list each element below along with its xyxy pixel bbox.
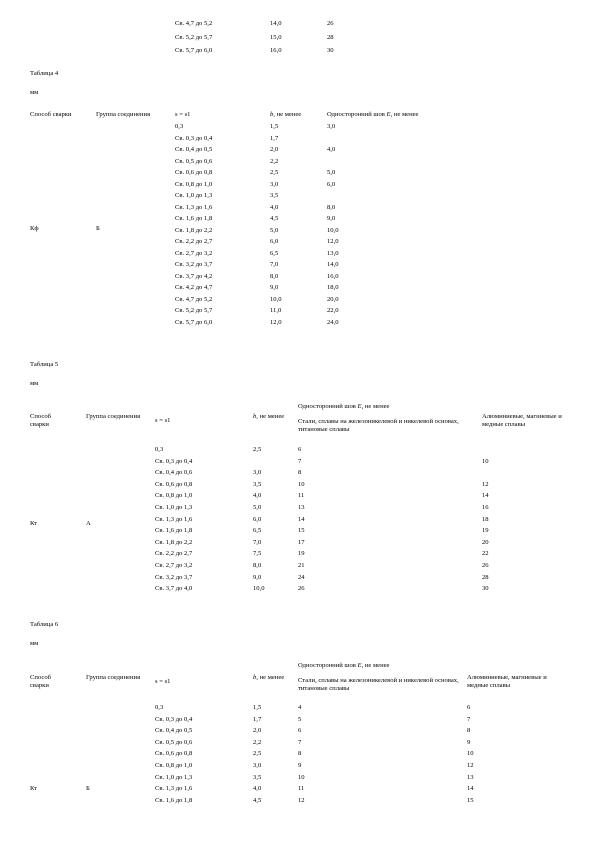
thickness-cell: Св. 2,2 до 2,7 [175,238,213,245]
overlap-steel-cell: 19 [298,550,305,558]
overlap-alu-cell: 13 [467,773,474,781]
width-cell: 5,0 [253,504,262,511]
overlap-alu-cell: 20 [482,538,489,546]
prev-s-1: Св. 5,2 до 5,7 [175,34,213,41]
table-5-caption: Таблица 5 [30,361,59,368]
overlap-alu-cell: 12 [482,480,489,488]
table-5-header-method: Способ сварки [30,413,51,428]
overlap-cell: 24,0 [327,318,339,326]
thickness-cell: Св. 1,6 до 1,8 [155,527,193,535]
thickness-cell: Св. 3,7 до 4,0 [155,585,193,593]
overlap-alu-cell: 30 [482,585,489,593]
overlap-cell: 12,0 [327,238,339,245]
thickness-cell: Св. 0,3 до 0,4 [155,715,193,723]
overlap-cell: 10,0 [327,226,339,234]
width-cell: 4,0 [270,203,279,211]
thickness-cell: Св. 1,8 до 2,2 [155,538,193,546]
overlap-steel-cell: 6 [298,446,302,453]
table-4-caption: Таблица 4 [30,70,59,77]
prev-e-2: 30 [327,47,334,54]
table-5-header-steel: Стали, сплавы на железоникелевой и никелевой основах, титановые сплавы [298,418,459,433]
overlap-cell: 18,0 [327,284,339,291]
width-cell: 2,2 [270,157,279,165]
overlap-alu-cell: 16 [482,504,489,511]
thickness-cell: Св. 0,4 до 0,5 [175,146,213,153]
table-4-header-group: Группа соединения [96,111,151,118]
thickness-cell: Св. 0,5 до 0,6 [175,157,213,165]
overlap-steel-cell: 8 [298,750,302,758]
overlap-cell: 9,0 [327,215,336,222]
width-cell: 6,5 [270,249,279,257]
width-cell: 10,0 [253,585,265,593]
thickness-cell: Св. 1,0 до 1,3 [175,192,213,199]
overlap-cell: 14,0 [327,261,339,268]
prev-b-2: 16,0 [270,47,282,54]
overlap-steel-cell: 10 [298,773,305,781]
thickness-cell: Св. 2,7 до 3,2 [175,249,213,257]
overlap-steel-cell: 21 [298,562,305,569]
width-cell: 9,0 [270,284,279,291]
thickness-cell: Св. 5,2 до 5,7 [175,307,213,314]
thickness-cell: Св. 1,0 до 1,3 [155,773,193,781]
thickness-cell: Св. 0,8 до 1,0 [155,492,193,500]
overlap-cell: 4,0 [327,146,336,153]
overlap-alu-cell: 26 [482,562,489,569]
prev-e-0: 26 [327,20,334,27]
overlap-steel-cell: 17 [298,538,305,546]
overlap-cell: 5,0 [327,169,336,176]
prev-b-0: 14,0 [270,20,282,27]
width-cell: 1,5 [270,123,279,130]
thickness-cell: Св. 4,7 до 5,2 [175,295,213,303]
thickness-cell: Св. 0,5 до 0,6 [155,738,193,746]
width-cell: 7,0 [253,538,262,546]
table-5-header-s: s = s1 [155,417,171,424]
thickness-cell: 0,3 [155,446,164,453]
width-cell: 2,5 [270,169,279,176]
width-cell: 4,5 [253,796,262,804]
table-5-unit: мм [30,380,39,387]
table-5-group: А [86,520,91,527]
table-5-header-alu: Алюминиевые, магниевые и медные сплавы [482,413,562,428]
thickness-cell: Св. 5,7 до 6,0 [175,318,213,326]
overlap-steel-cell: 15 [298,527,305,535]
overlap-alu-cell: 12 [467,762,474,769]
thickness-cell: Св. 1,6 до 1,8 [155,796,193,804]
table-6-caption: Таблица 6 [30,621,59,628]
table-6-header-group: Группа соединения [86,674,141,681]
overlap-steel-cell: 24 [298,573,305,581]
thickness-cell: Св. 1,3 до 1,6 [155,785,193,793]
overlap-steel-cell: 14 [298,515,305,523]
table-6-header-b: b, не менее [253,674,285,681]
width-cell: 4,0 [253,492,262,500]
table-6-header-e: Односторонний шов E, не менее [298,662,390,669]
table-6-group: Б [86,785,90,792]
width-cell: 8,0 [253,562,262,569]
width-cell: 2,5 [253,446,262,453]
thickness-cell: Св. 0,4 до 0,6 [155,469,193,477]
table-4-header-s: s = s1 [175,111,191,118]
thickness-cell: Св. 1,8 до 2,2 [175,226,213,234]
overlap-steel-cell: 7 [298,738,302,746]
overlap-steel-cell: 11 [298,785,305,793]
overlap-alu-cell: 14 [467,785,474,793]
overlap-cell: 16,0 [327,272,339,280]
overlap-steel-cell: 7 [298,457,302,465]
width-cell: 6,0 [270,238,279,245]
table-4-group: Б [96,225,100,232]
table-4-header-method: Способ сварки [30,111,72,118]
table-5-header-e: Односторонний шов E, не менее [298,403,390,410]
width-cell: 3,5 [253,773,262,781]
overlap-steel-cell: 9 [298,762,302,769]
thickness-cell: Св. 0,8 до 1,0 [175,180,213,188]
overlap-steel-cell: 26 [298,585,305,593]
table-4-unit: мм [30,89,39,96]
prev-s-0: Св. 4,7 до 5,2 [175,20,213,27]
table-6-method: Кт [30,785,38,792]
width-cell: 3,0 [253,469,262,477]
width-cell: 2,0 [253,727,262,735]
thickness-cell: 0,3 [155,704,164,711]
overlap-steel-cell: 10 [298,480,305,488]
prev-s-2: Св. 5,7 до 6,0 [175,47,213,54]
table-5-header-b: b, не менее [253,413,285,420]
thickness-cell: Св. 0,6 до 0,8 [175,169,213,176]
overlap-alu-cell: 18 [482,515,489,523]
overlap-steel-cell: 6 [298,727,302,735]
table-5-method: Кт [30,520,38,527]
overlap-alu-cell: 10 [482,457,489,465]
overlap-alu-cell: 28 [482,573,489,581]
overlap-cell: 3,0 [327,123,336,130]
overlap-alu-cell: 15 [467,796,474,804]
width-cell: 2,5 [253,750,262,758]
thickness-cell: Св. 0,8 до 1,0 [155,762,193,769]
overlap-steel-cell: 5 [298,715,302,723]
overlap-alu-cell: 6 [467,704,471,711]
overlap-cell: 20,0 [327,295,339,303]
width-cell: 6,5 [253,527,262,535]
overlap-alu-cell: 8 [467,727,471,735]
thickness-cell: Св. 0,6 до 0,8 [155,750,193,758]
overlap-steel-cell: 12 [298,796,305,804]
table-4-method: Кф [30,225,39,232]
overlap-alu-cell: 9 [467,738,471,746]
table-5-header-group: Группа соединения [86,413,141,420]
thickness-cell: Св. 3,7 до 4,2 [175,272,213,280]
overlap-steel-cell: 8 [298,469,302,477]
overlap-steel-cell: 11 [298,492,305,500]
table-4-header-e: Односторонний шов E, не менее [327,111,419,118]
overlap-steel-cell: 13 [298,504,305,511]
table-6-header-s: s = s1 [155,678,171,685]
thickness-cell: Св. 3,2 до 3,7 [155,573,193,581]
table-4-header-b: b, не менее [270,111,302,118]
thickness-cell: 0,3 [175,123,184,130]
table-6-header-alu: Алюминиевые, магниевые и медные сплавы [467,674,547,689]
width-cell: 1,7 [270,134,279,142]
width-cell: 3,5 [270,192,279,199]
overlap-cell: 8,0 [327,203,336,211]
thickness-cell: Св. 0,4 до 0,5 [155,727,193,735]
overlap-steel-cell: 4 [298,704,302,711]
width-cell: 7,0 [270,261,279,268]
table-6-header-method: Способ сварки [30,674,51,689]
overlap-cell: 13,0 [327,249,339,257]
thickness-cell: Св. 0,3 до 0,4 [175,134,213,142]
thickness-cell: Св. 1,3 до 1,6 [155,515,193,523]
table-6-unit: мм [30,640,39,647]
width-cell: 11,0 [270,307,282,314]
overlap-alu-cell: 7 [467,715,471,723]
overlap-alu-cell: 14 [482,492,489,500]
width-cell: 3,5 [253,480,262,488]
thickness-cell: Св. 2,7 до 3,2 [155,562,193,569]
width-cell: 5,0 [270,226,279,234]
width-cell: 8,0 [270,272,279,280]
width-cell: 4,5 [270,215,279,222]
overlap-cell: 6,0 [327,180,336,188]
width-cell: 3,0 [253,762,262,769]
width-cell: 9,0 [253,573,262,581]
overlap-cell: 22,0 [327,307,339,314]
thickness-cell: Св. 1,3 до 1,6 [175,203,213,211]
prev-e-1: 28 [327,34,334,41]
thickness-cell: Св. 4,2 до 4,7 [175,284,213,291]
width-cell: 2,0 [270,146,279,153]
width-cell: 6,0 [253,515,262,523]
width-cell: 2,2 [253,738,262,746]
thickness-cell: Св. 2,2 до 2,7 [155,550,193,558]
thickness-cell: Св. 1,6 до 1,8 [175,215,213,222]
thickness-cell: Св. 3,2 до 3,7 [175,261,213,268]
width-cell: 10,0 [270,295,282,303]
width-cell: 7,5 [253,550,262,558]
thickness-cell: Св. 0,6 до 0,8 [155,480,193,488]
width-cell: 4,0 [253,785,262,793]
thickness-cell: Св. 0,3 до 0,4 [155,457,193,465]
table-6-header-steel: Стали, сплавы на железоникелевой и никелевой основах, титановые сплавы [298,677,459,692]
thickness-cell: Св. 1,0 до 1,3 [155,504,193,511]
overlap-alu-cell: 19 [482,527,489,535]
prev-b-1: 15,0 [270,34,282,41]
width-cell: 3,0 [270,180,279,188]
overlap-alu-cell: 22 [482,550,489,558]
overlap-alu-cell: 10 [467,750,474,758]
width-cell: 1,5 [253,704,262,711]
width-cell: 12,0 [270,318,282,326]
width-cell: 1,7 [253,715,262,723]
